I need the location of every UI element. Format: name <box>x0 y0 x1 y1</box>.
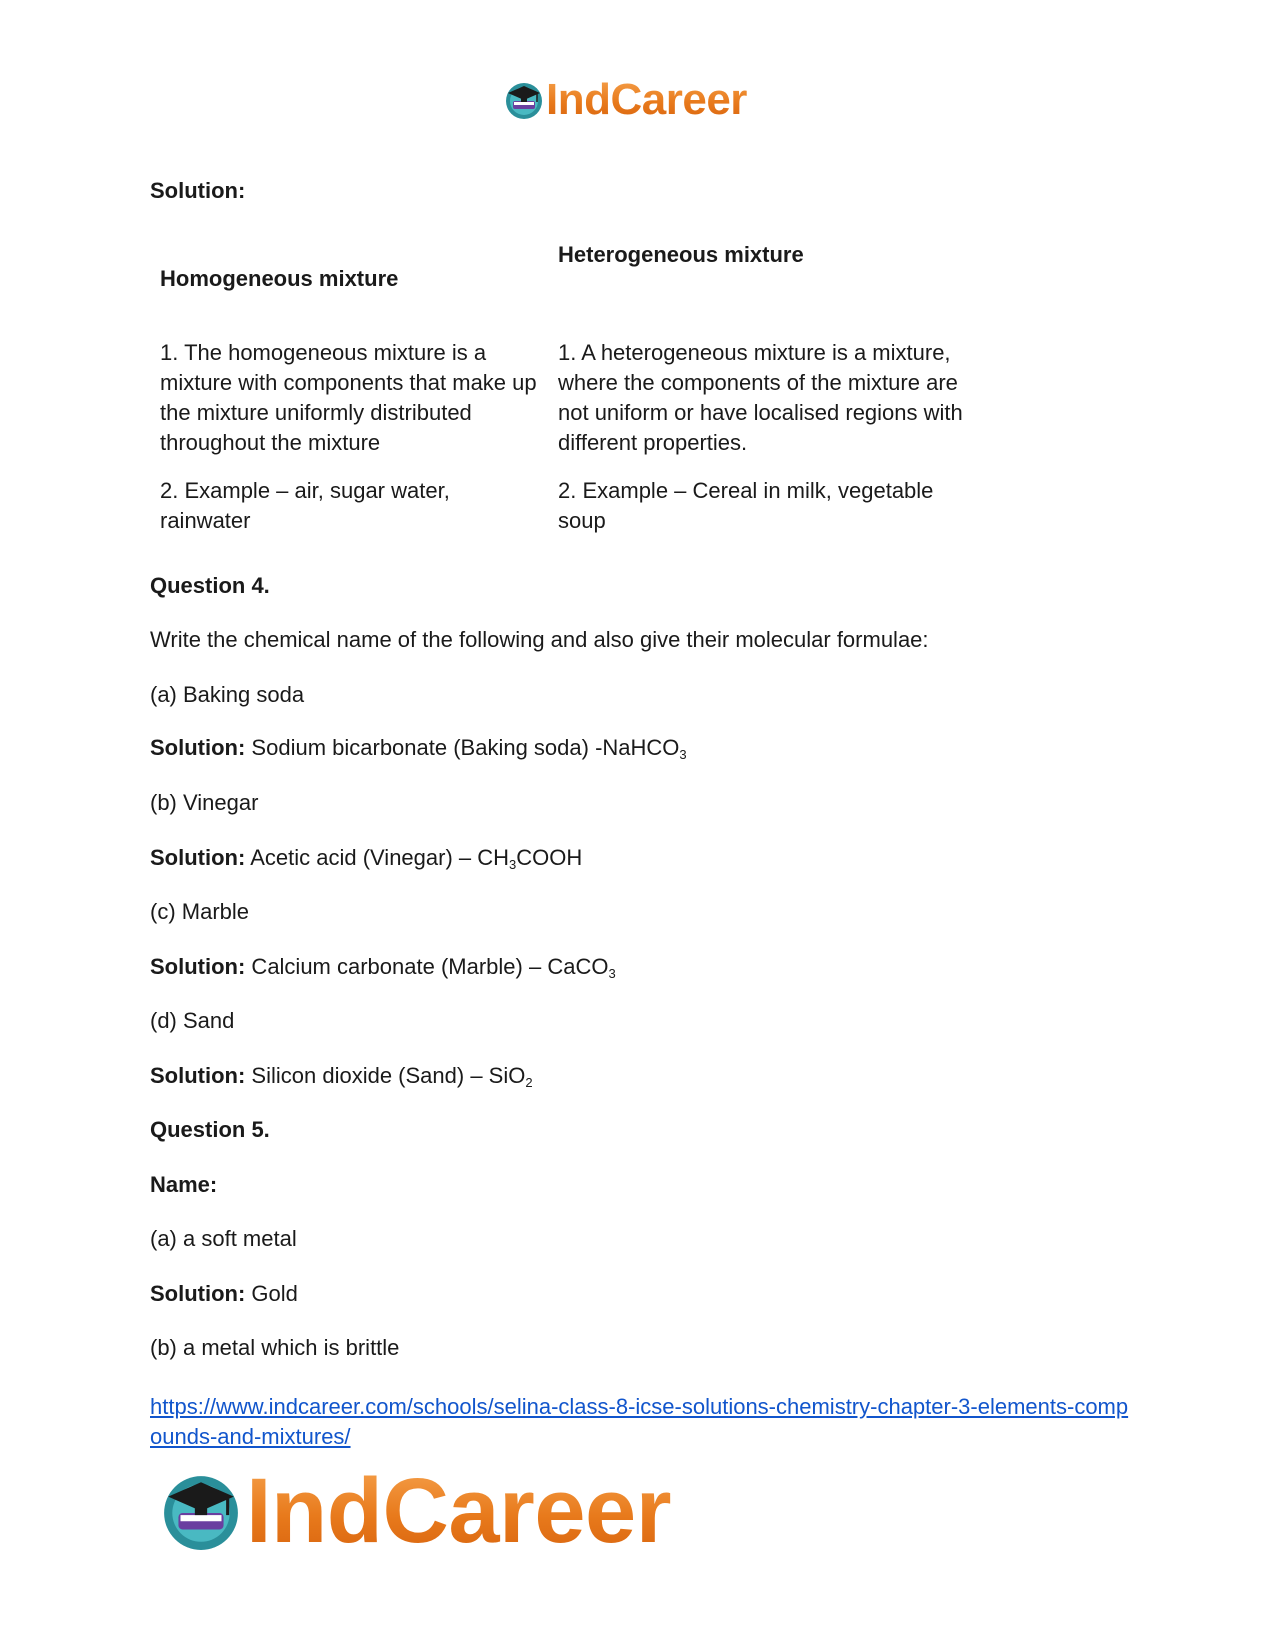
question-item-label: (c) Marble <box>150 899 250 924</box>
question-4-title: Question 4. <box>150 573 270 598</box>
table-cell: 2. Example – air, sugar water, rainwater <box>160 478 450 533</box>
brand-logo <box>504 75 747 124</box>
question-5-title: Question 5. <box>150 1117 270 1142</box>
table-cell: 2. Example – Cereal in milk, vegetable soup <box>558 478 934 533</box>
solution-label: Solution: <box>150 1063 246 1088</box>
solution-label: Solution: <box>150 1281 246 1306</box>
table-header-homogeneous: Homogeneous mixture <box>160 266 399 291</box>
answer-text: Sodium bicarbonate (Baking soda) -NaHCO <box>245 735 680 760</box>
question-item-label: (b) Vinegar <box>150 790 259 815</box>
solution-line <box>150 733 687 763</box>
subscript: 3 <box>679 747 687 762</box>
answer-text: Gold <box>245 1281 298 1306</box>
graduation-book-icon <box>504 80 544 120</box>
question-item-label: (d) Sand <box>150 1008 235 1033</box>
solution-heading: Solution: <box>150 178 246 203</box>
solution-line <box>150 1061 533 1091</box>
brand-logo-large <box>160 1460 671 1562</box>
table-cell: 1. A heterogeneous mixture is a mixture, where the components of the mixture are not uniform or have localised regions with different properties. <box>558 340 963 455</box>
table-header-heterogeneous: Heterogeneous mixture <box>558 242 804 267</box>
footer-link[interactable]: https://www.indcareer.com/schools/selina-class-8-icse-solutions-chemistry-chapter-3-elements-compounds-and-mixtures/ <box>150 1394 1129 1449</box>
solution-line <box>150 1279 298 1309</box>
solution-label: Solution: <box>150 845 246 870</box>
solution-label: Solution: <box>150 954 246 979</box>
solution-label: Solution: <box>150 735 246 760</box>
brand-name: IndCareer <box>246 1460 671 1562</box>
question-4-prompt: Write the chemical name of the following and also give their molecular formulae: <box>150 627 929 652</box>
solution-line <box>150 843 582 873</box>
name-label: Name: <box>150 1172 218 1197</box>
answer-text: Calcium carbonate (Marble) – CaCO <box>245 954 609 979</box>
table-cell: 1. The homogeneous mixture is a mixture with components that make up the mixture uniformly distributed throughout the mixture <box>160 340 537 455</box>
question-item-label: (a) a soft metal <box>150 1226 297 1251</box>
answer-text: Silicon dioxide (Sand) – SiO <box>245 1063 526 1088</box>
subscript: 2 <box>525 1075 533 1090</box>
answer-text: COOH <box>516 845 583 870</box>
solution-line <box>150 952 616 982</box>
graduation-book-icon <box>160 1470 242 1552</box>
subscript: 3 <box>608 966 616 981</box>
brand-name: IndCareer <box>546 75 747 124</box>
question-item-label: (b) a metal which is brittle <box>150 1335 400 1360</box>
question-item-label: (a) Baking soda <box>150 682 305 707</box>
subscript: 3 <box>509 857 517 872</box>
answer-text: Acetic acid (Vinegar) – CH <box>245 845 510 870</box>
